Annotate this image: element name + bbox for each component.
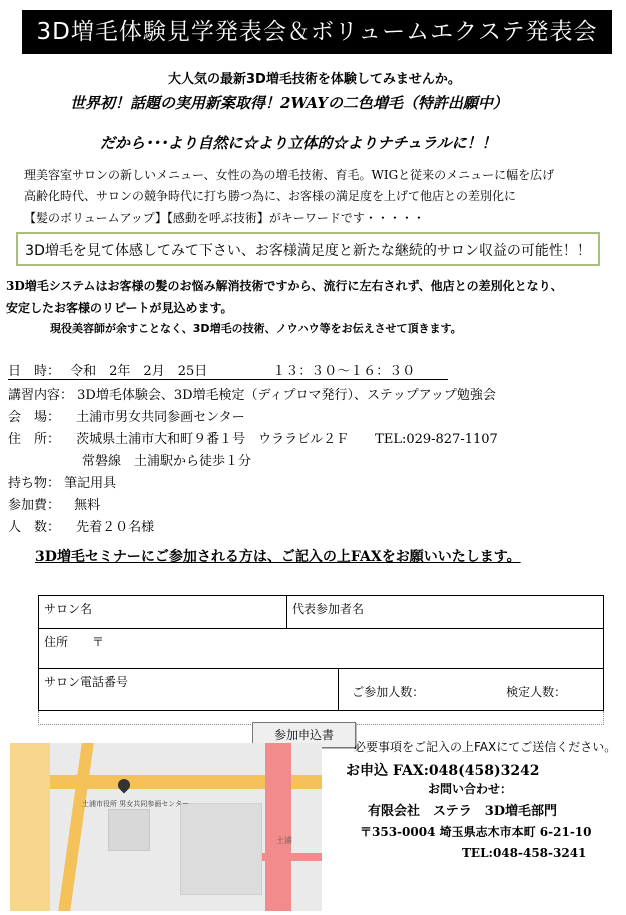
- description-line-1: 理美容室サロンの新しいメニュー、女性の為の増毛技術、育毛。WIGと従来のメニューに幅を広げ: [24, 168, 555, 182]
- content-label: 講習内容：: [8, 388, 74, 403]
- participants-field[interactable]: [339, 669, 604, 711]
- intro-lead: 大人気の最新3D増毛技術を体験してみませんか。: [168, 72, 461, 87]
- map-station-label: 土浦: [276, 836, 292, 845]
- content-value: 3D増毛体験会、3D増毛検定（ディプロマ発行）、ステップアップ勉強会: [77, 388, 496, 403]
- venue-row: [8, 406, 245, 425]
- page-title: 3D増毛体験見学発表会＆ボリュームエクステ発表会: [22, 10, 612, 54]
- system-text-line-2: 安定したお客様のリピートが見込めます。: [6, 301, 233, 315]
- company-tel: TEL:048-458-3241: [462, 846, 587, 860]
- map-road-left: [10, 743, 50, 911]
- address-value: 茨城県土浦市大和町９番１号 ウララビル２Ｆ TEL:029-827-1107: [76, 432, 498, 447]
- content-row: [8, 384, 496, 403]
- map-road-vertical: [58, 743, 94, 911]
- certification-label: 検定人数：: [506, 685, 567, 699]
- intro-tagline: だから･･･より自然に☆より立体的☆よりナチュラルに！！: [100, 134, 497, 152]
- fee-value: 無料: [74, 498, 101, 513]
- salon-name-label: サロン名: [44, 602, 93, 616]
- items-value: 筆記用具: [64, 476, 117, 491]
- date-value: 令和 2年 2月 25日 １３：３０～１６：３０: [70, 364, 416, 379]
- address-row: [8, 428, 498, 447]
- phone-label: サロン電話番号: [44, 675, 129, 689]
- map-marker-label: 土浦市役所 男女共同参画センター: [82, 800, 189, 808]
- application-form: [38, 595, 604, 725]
- map-building: [180, 803, 262, 895]
- fax-request: 3D増毛セミナーにご参加される方は、ご記入の上FAXをお願いいたします。: [35, 549, 521, 565]
- representative-field[interactable]: [287, 596, 604, 629]
- submit-application-button[interactable]: 参加申込書: [252, 722, 356, 748]
- access-value: 常磐線 土浦駅から徒歩１分: [82, 454, 252, 469]
- venue-label: 会 場：: [8, 410, 61, 425]
- fee-row: [8, 494, 100, 513]
- date-row: [8, 360, 448, 380]
- date-label: 日 時：: [8, 364, 61, 379]
- capacity-value: 先着２０名様: [76, 520, 155, 535]
- company-name: 有限会社 ステラ 3D増毛部門: [368, 804, 558, 819]
- address-label: 住 所：: [8, 432, 61, 447]
- capacity-label: 人 数：: [8, 520, 61, 535]
- capacity-row: [8, 516, 154, 535]
- salon-name-field[interactable]: [39, 596, 287, 629]
- items-label: 持ち物：: [8, 476, 61, 491]
- company-address: 〒353-0004 埼玉県志木市本町 6-21-10: [360, 825, 592, 839]
- address-field-label: 住所 〒: [44, 635, 105, 649]
- items-row: [8, 472, 116, 491]
- contact-notice: 必要事項をご記入の上FAXにてご送信ください。: [354, 740, 617, 754]
- instructor-text: 現役美容師が余すことなく、3D増毛の技術、ノウハウ等をお伝えさせて頂きます。: [50, 322, 462, 335]
- apply-fax: お申込 FAX:048(458)3242: [346, 763, 540, 779]
- system-text-line-1: 3D増毛システムはお客様の髪のお悩み解消技術ですから、流行に左右されず、他店との差別化となり、: [6, 279, 563, 293]
- description-line-3: 【髪のボリュームアップ】【感動を呼ぶ技術】がキーワードです・・・・・: [24, 211, 425, 225]
- representative-label: 代表参加者名: [292, 602, 365, 616]
- highlight-box: 3D増毛を見て体感してみて下さい、お客様満足度と新たな継続的サロン収益の可能性！！: [16, 232, 600, 266]
- venue-map: [10, 743, 322, 911]
- fee-label: 参加費：: [8, 498, 61, 513]
- participants-label: ご参加人数：: [352, 685, 425, 699]
- inquiry-label: お問い合わせ：: [428, 782, 513, 796]
- intro-headline: 世界初！話題の実用新案取得！2WAYの二色増毛（特許出願中）: [70, 94, 508, 112]
- address-field[interactable]: [39, 629, 604, 669]
- phone-field[interactable]: [39, 669, 339, 711]
- map-rail-line: [265, 743, 291, 911]
- venue-value: 土浦市男女共同参画センター: [76, 410, 245, 425]
- map-venue-building: [108, 809, 150, 851]
- description-line-2: 高齢化時代、サロンの競争時代に打ち勝つ為に、お客様の満足度を上げて他店との差別化に: [24, 189, 517, 203]
